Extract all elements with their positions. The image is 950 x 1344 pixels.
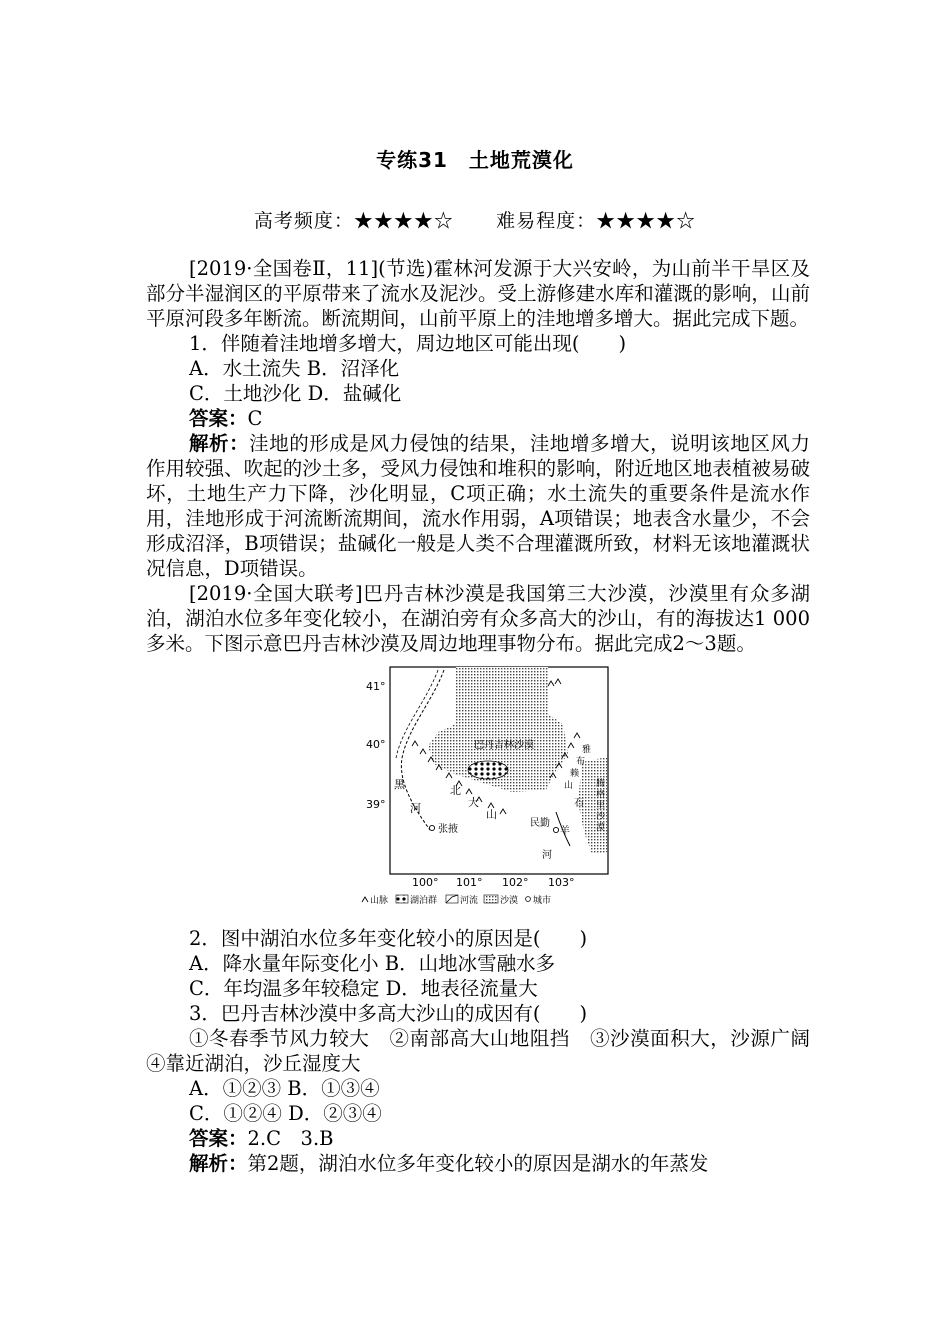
- content: [146, 256, 830, 1176]
- mountain-char-2: 大: [468, 796, 479, 809]
- lon-100: 100°: [412, 876, 439, 889]
- question-3-options-cd: C．①②④ D．②③④: [189, 1102, 382, 1125]
- lat-40: 40°: [366, 738, 386, 751]
- answer-value: 2.C 3.B: [247, 1127, 334, 1150]
- river-char-2: 河: [410, 802, 421, 815]
- tengger-char-1: 腾: [596, 779, 606, 789]
- yabulai-char-3: 赖: [570, 769, 580, 779]
- answer-label: 答案：: [189, 1127, 248, 1150]
- answer-value: C: [247, 407, 263, 430]
- city-zhangye: 张掖: [438, 824, 458, 835]
- rating-line: [0, 206, 950, 233]
- passage-1: [2019·全国卷Ⅱ，11](节选)霍林河发源于大兴安岭，为山前半干旱区及部分半湿润区的平原带来了流水及泥沙。受上游修建水库和灌溉的影响，山前平原河段多年断流。断流期间，山前平原上的洼地增多增大。据此完成下题。: [146, 257, 810, 330]
- question-1-options-cd: C．土地沙化 D．盐碱化: [189, 382, 402, 405]
- legend-river: 河流: [460, 896, 479, 906]
- legend-desert-icon: [484, 895, 498, 903]
- legend-river-icon: [446, 895, 458, 903]
- question-23-analysis: [146, 1151, 810, 1176]
- shiyang-char-2: 羊: [560, 826, 570, 837]
- question-2-stem: 2．图中湖泊水位多年变化较小的原因是( ): [189, 927, 588, 950]
- legend-city-icon: [526, 897, 531, 902]
- map-figure: [146, 662, 810, 924]
- lon-101: 101°: [456, 876, 483, 889]
- question-1-analysis: [146, 431, 810, 581]
- yabulai-char-1: 雅: [582, 745, 592, 755]
- river-char-1: 黑: [394, 778, 405, 791]
- shiyang-river-label: 河: [542, 850, 552, 861]
- question-23-answer: [146, 1126, 810, 1151]
- frequency-stars: ★★★★☆: [353, 210, 454, 232]
- legend-city: 城市: [533, 896, 552, 906]
- desert-name: 巴丹吉林沙漠: [474, 740, 534, 751]
- tengger-char-4: 沙: [596, 812, 606, 822]
- difficulty-label: 难易程度：: [496, 210, 597, 232]
- question-3-statements: ①冬春季节风力较大 ②南部高大山地阻挡 ③沙漠面积大，沙源广阔 ④靠近湖泊，沙丘湿度大: [146, 1027, 830, 1075]
- question-2-options-cd: C．年均温多年较稳定 D．地表径流量大: [189, 977, 538, 1000]
- question-1-options-ab: A．水土流失 B．沼泽化: [189, 357, 400, 380]
- analysis-label: 解析：: [189, 432, 250, 455]
- question-3-options-ab: A．①②③ B．①③④: [189, 1077, 380, 1100]
- analysis-label: 解析：: [189, 1152, 248, 1175]
- legend-lake-icon: [396, 895, 408, 903]
- passage-2: [2019·全国大联考]巴丹吉林沙漠是我国第三大沙漠，沙漠里有众多湖泊，湖泊水位多年变化较小，在湖泊旁有众多高大的沙山，有的海拔达1 000多米。下图示意巴丹吉林沙漠及周边地理事物分布。据此完成2～3题。: [146, 582, 810, 655]
- tengger-char-5: 漠: [596, 823, 606, 833]
- tengger-char-3: 里: [596, 801, 606, 811]
- answer-label: 答案：: [189, 407, 248, 430]
- lat-39: 39°: [366, 798, 386, 811]
- legend-mountain-icon: [362, 897, 368, 902]
- lat-41: 41°: [366, 680, 386, 693]
- legend-lake: 湖泊群: [410, 896, 438, 906]
- mountain-char-1: 北: [450, 784, 461, 797]
- lake-group: [468, 761, 508, 779]
- legend-mountain: 山脉: [370, 896, 389, 906]
- analysis-text: 第2题，湖泊水位多年变化较小的原因是湖水的年蒸发: [247, 1152, 709, 1175]
- map-legend: [362, 894, 551, 906]
- city-minqin: 民勤: [530, 818, 550, 829]
- question-3-stem: 3．巴丹吉林沙漠中多高大沙山的成因有( ): [189, 1002, 588, 1025]
- mountain-char-3: 山: [486, 808, 497, 821]
- question-1-answer: [146, 406, 810, 431]
- legend-desert: 沙漠: [500, 896, 519, 906]
- difficulty-stars: ★★★★☆: [596, 210, 697, 232]
- page-title: 专练31 土地荒漠化: [376, 148, 574, 172]
- yabulai-char-2: 布: [576, 757, 586, 767]
- shiyang-char-1: 石: [574, 798, 584, 809]
- yabulai-char-4: 山: [564, 781, 574, 791]
- frequency-label: 高考频度：: [253, 210, 354, 232]
- badain-jaran-map: [360, 662, 610, 924]
- zhangye-city-marker: [429, 825, 434, 830]
- lon-103: 103°: [548, 876, 575, 889]
- question-2-options-ab: A．降水量年际变化小 B．山地冰雪融水多: [189, 952, 556, 975]
- lon-102: 102°: [502, 876, 529, 889]
- analysis-text: 洼地的形成是风力侵蚀的结果，洼地增多增大，说明该地区风力作用较强、吹起的沙土多，受风力侵蚀和堆积的影响，附近地区地表植被易破坏，土地生产力下降，沙化明显，C项正确；水土流失的重要条件是流水作用，洼地形成于河流断流期间，流水作用弱，A项错误；地表含水量少，不会形成沼泽，B项错误；盐碱化一般是人类不合理灌溉所致，材料无该地灌溉状况信息，D项错误。: [146, 432, 810, 580]
- question-1-stem: 1．伴随着洼地增多增大，周边地区可能出现( ): [189, 332, 627, 355]
- minqin-city-marker: [553, 827, 558, 832]
- tengger-char-2: 格: [596, 790, 606, 800]
